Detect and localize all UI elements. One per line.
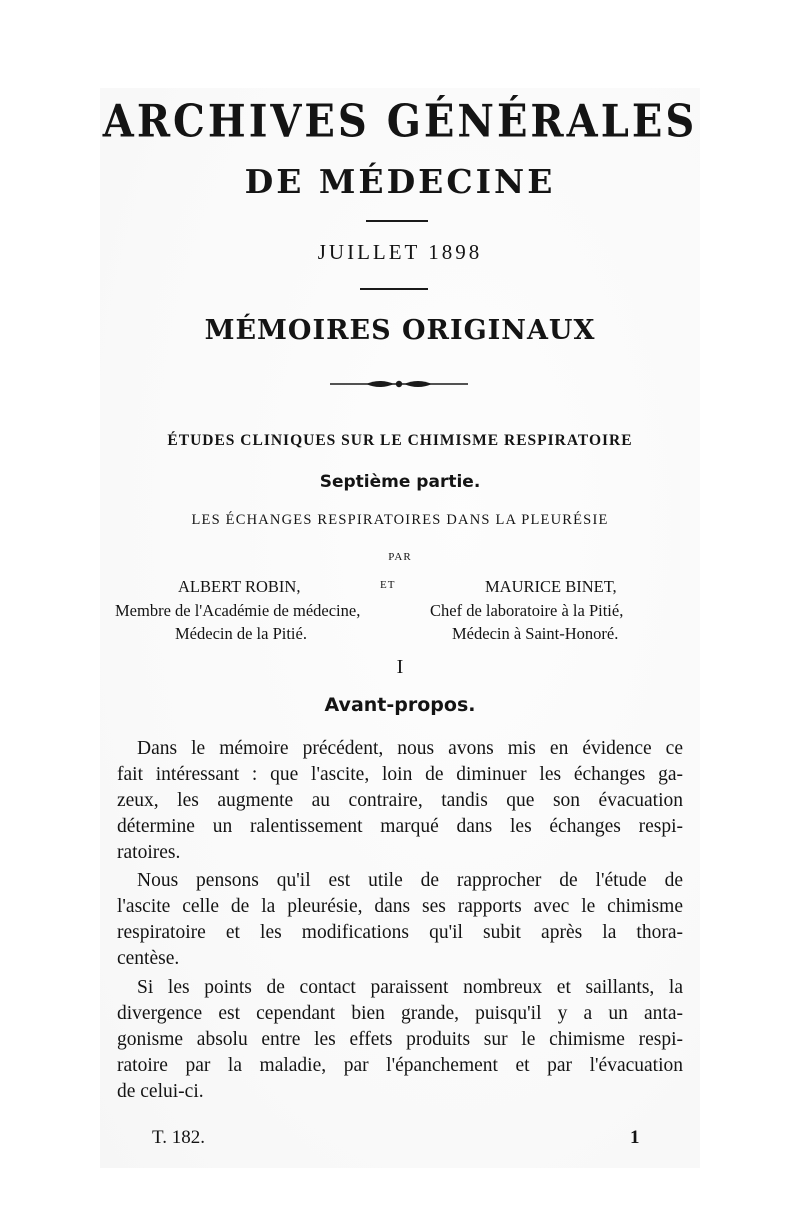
series-title: ÉTUDES CLINIQUES SUR LE CHIMISME RESPIRATOIRE	[167, 432, 633, 449]
journal-subtitle: DE MÉDECINE	[244, 162, 556, 201]
by-label: PAR	[388, 551, 412, 563]
conjunction-label: ET	[380, 579, 396, 591]
part-label: Septième partie.	[319, 472, 481, 492]
body-text-line: zeux, les augmente au contraire, tandis que son évacuation	[117, 790, 683, 811]
author-affiliation: Médecin de la Pitié.	[175, 624, 307, 643]
chapter-title: Avant-propos.	[324, 694, 476, 716]
divider-rule	[366, 220, 428, 222]
body-text-line: ratoires.	[117, 842, 181, 863]
section-title: MÉMOIRES ORIGINAUX	[204, 315, 596, 346]
issue-date: JUILLET 1898	[317, 240, 483, 264]
body-text-line: gonisme absolu entre les effets produits sur le chimisme respi-	[117, 1029, 683, 1050]
body-text-line: centèse.	[117, 948, 180, 969]
body-text-line: l'ascite celle de la pleurésie, dans ses rapports avec le chimisme	[117, 896, 683, 917]
divider-rule	[360, 288, 428, 290]
body-text-line: Nous pensons qu'il est utile de rapprocher de l'étude de	[137, 870, 683, 891]
author-affiliation: Médecin à Saint-Honoré.	[452, 624, 619, 643]
body-text-line: ratoire par la maladie, par l'épanchement et par l'évacuation	[117, 1055, 683, 1076]
body-text-line: respiratoire et les modifications qu'il subit après la thora-	[117, 922, 683, 943]
article-title: LES ÉCHANGES RESPIRATOIRES DANS LA PLEURÉSIE	[191, 512, 609, 528]
author-name: ALBERT ROBIN,	[178, 577, 301, 596]
body-text-line: de celui-ci.	[117, 1081, 204, 1102]
page-number: 1	[630, 1127, 640, 1148]
volume-number: T. 182.	[152, 1127, 205, 1148]
body-text-line: Si les points de contact paraissent nombreux et saillants, la	[137, 977, 683, 998]
author-name: MAURICE BINET,	[485, 577, 617, 596]
author-affiliation: Membre de l'Académie de médecine,	[115, 601, 361, 620]
ornament-divider	[330, 376, 468, 392]
chapter-number: I	[396, 656, 404, 678]
journal-title: ARCHIVES GÉNÉRALES	[102, 95, 698, 148]
author-affiliation: Chef de laboratoire à la Pitié,	[430, 601, 624, 620]
body-text-line: détermine un ralentissement marqué dans les échanges respi-	[117, 816, 683, 837]
body-text-line: divergence est cependant bien grande, puisqu'il y a un anta-	[117, 1003, 683, 1024]
body-text-line: Dans le mémoire précédent, nous avons mis en évidence ce	[137, 738, 683, 759]
body-text-line: fait intéressant : que l'ascite, loin de diminuer les échanges ga-	[117, 764, 683, 785]
